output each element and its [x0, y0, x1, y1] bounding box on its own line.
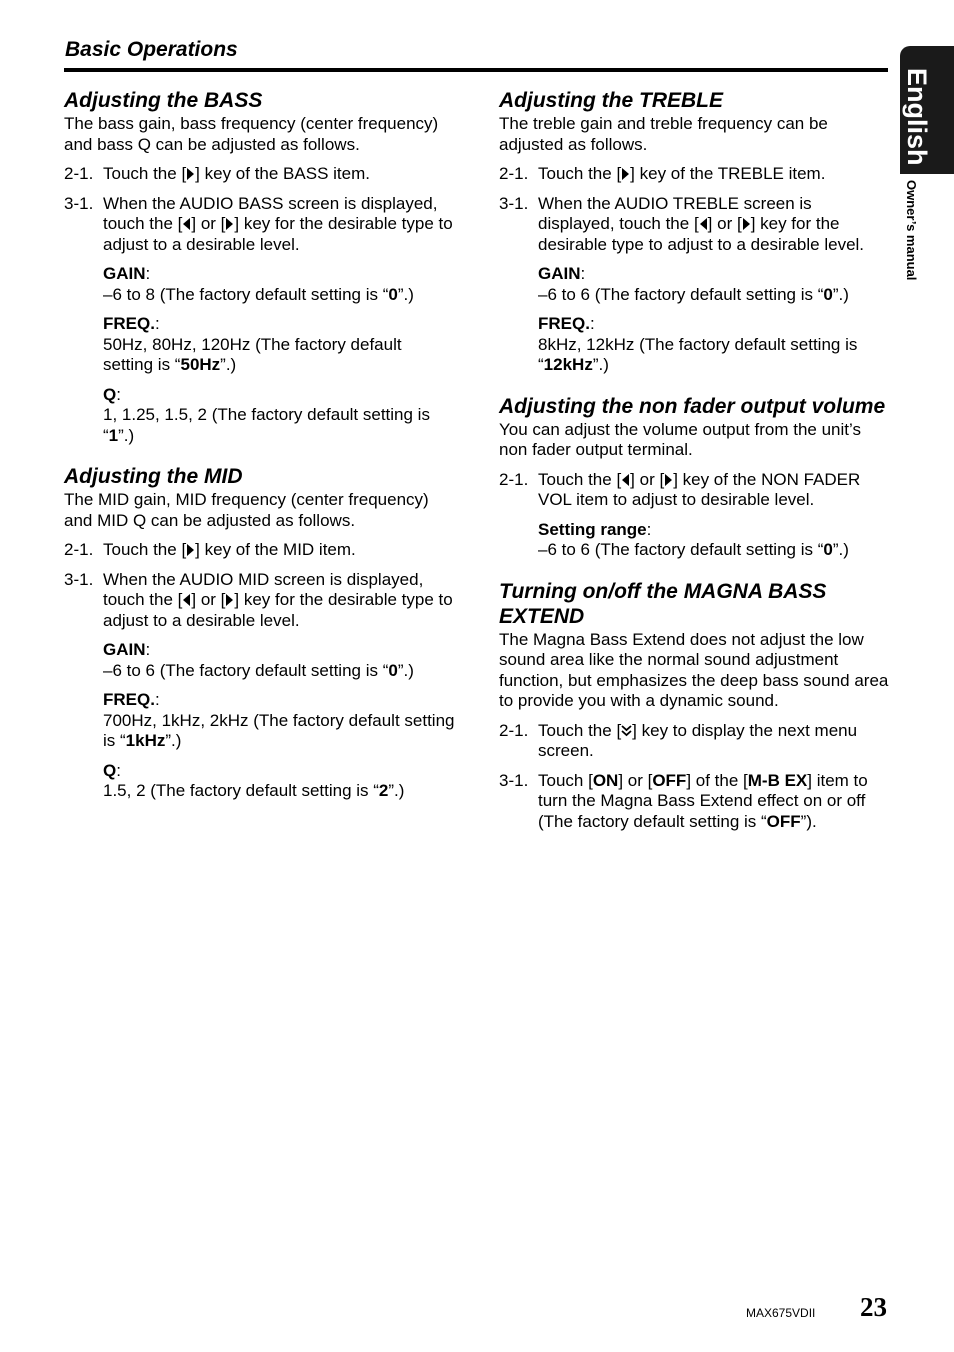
section-title: Turning on/off the MAGNA BASS EXTEND [499, 579, 827, 628]
section-intro: The bass gain, bass frequency (center frequency) and bass Q can be adjusted as follows. [64, 114, 439, 154]
setting-text-end: ”.) [832, 284, 849, 304]
setting-text-end: ”.) [165, 731, 182, 750]
step-text: ] key for the desirable type to adjust to a desirable level. [103, 214, 453, 254]
footer-model-number: MAX675VDII [746, 1306, 816, 1320]
setting-default: 1kHz [125, 731, 166, 750]
language-side-tab [900, 46, 954, 302]
setting-text: 700Hz, 1kHz, 2kHz (The factory default setting is “ [103, 710, 455, 750]
step-text: ] key to display the next menu screen. [538, 720, 858, 760]
setting-text-end: ”.) [397, 284, 414, 304]
section-title: Adjusting the TREBLE [499, 89, 723, 112]
left-arrow-key-icon [699, 217, 708, 231]
setting-label: FREQ. [538, 314, 590, 333]
setting-range: Setting range: –6 to 6 (The factory default setting is “0”.) [538, 519, 849, 559]
step-number: 2-1. [64, 164, 94, 183]
setting-label: FREQ. [103, 690, 155, 709]
section-non-fader-volume [499, 394, 891, 561]
step-text: When the AUDIO TREBLE screen is displayed, touch the [ [538, 193, 812, 233]
right-arrow-key-icon [186, 543, 195, 557]
step-text: ] key of the NON FADER VOL item to adjust to desirable level. [538, 469, 861, 509]
setting-default: 0 [823, 284, 833, 304]
step-item [499, 721, 891, 762]
off-key-label: OFF [652, 770, 687, 790]
step-text: ”). [800, 811, 817, 831]
step-item [64, 540, 456, 561]
step-number: 3-1. [64, 569, 94, 589]
setting-freq: FREQ.: 8kHz, 12kHz (The factory default setting is “12kHz”.) [538, 314, 858, 374]
section-title: Adjusting the MID [64, 465, 243, 488]
section-intro: The treble gain and treble frequency can be adjusted as follows. [499, 114, 828, 154]
setting-text: –6 to 6 (The factory default setting is “ [103, 660, 389, 680]
section-adjusting-mid [64, 464, 456, 802]
step-text: ] or [ [191, 590, 226, 609]
setting-gain: GAIN: –6 to 6 (The factory default setting is “0”.) [538, 264, 849, 304]
step-text: ] or [ [618, 770, 653, 790]
step-text: Touch the [ [538, 469, 622, 489]
mbex-item-label: M-B EX [747, 770, 808, 790]
setting-label: GAIN [538, 264, 581, 283]
step-text: When the AUDIO BASS screen is displayed, touch the [ [103, 193, 438, 233]
left-column [64, 88, 456, 820]
setting-label: Q [103, 760, 117, 780]
step-text: When the AUDIO MID screen is displayed, touch the [ [103, 569, 424, 609]
step-item [64, 194, 456, 256]
step-number: 3-1. [64, 193, 94, 213]
setting-default: 50Hz [180, 355, 221, 374]
setting-text: 1.5, 2 (The factory default setting is “ [103, 781, 379, 800]
setting-q: Q: 1, 1.25, 1.5, 2 (The factory default setting is “1”.) [103, 384, 430, 445]
setting-freq: FREQ.: 700Hz, 1kHz, 2kHz (The factory default setting is “1kHz”.) [103, 690, 455, 750]
page-header-title: Basic Operations [65, 38, 238, 61]
step-text: Touch the [ [103, 164, 187, 183]
step-text: ] key of the BASS item. [195, 164, 370, 183]
setting-text: 1, 1.25, 1.5, 2 (The factory default setting is “ [103, 405, 430, 445]
setting-label: FREQ. [103, 314, 155, 333]
setting-text-end: ”.) [397, 660, 414, 680]
step-text: ] or [ [707, 214, 742, 233]
right-arrow-key-icon [742, 217, 751, 231]
right-arrow-key-icon [664, 473, 673, 487]
side-tab-manual: Owner’s manual [904, 180, 919, 281]
step-item [499, 771, 891, 833]
step-text: ] or [ [630, 469, 665, 489]
step-item [499, 470, 891, 511]
step-text: Touch the [ [538, 720, 622, 740]
step-text: Touch [ [538, 770, 593, 790]
step-text: ] of the [ [686, 770, 748, 790]
step-number: 2-1. [499, 164, 529, 183]
section-title: Adjusting the non fader output volume [499, 394, 886, 418]
setting-q: Q: 1.5, 2 (The factory default setting is “2”.) [103, 760, 405, 800]
section-intro: The Magna Bass Extend does not adjust the low sound area like the normal sound adjustment function, but emphasizes the deep bass sound area to provide you with a dynamic sound. [499, 629, 889, 710]
setting-text-end: ”.) [388, 781, 405, 800]
step-text: ] item to turn the Magna Bass Extend effect on or off (The factory default setting is “ [538, 770, 868, 831]
step-text: ] key for the desirable type to adjust to a desirable level. [103, 590, 453, 630]
setting-text: –6 to 6 (The factory default setting is “ [538, 284, 824, 304]
setting-label: GAIN [103, 640, 146, 659]
setting-gain: GAIN: –6 to 8 (The factory default setting is “0”.) [103, 264, 414, 304]
setting-gain: GAIN: –6 to 6 (The factory default setting is “0”.) [103, 640, 414, 680]
page-number: 23 [860, 1292, 887, 1322]
setting-text: –6 to 6 (The factory default setting is “ [538, 540, 824, 559]
step-text: ] key for the desirable type to adjust to a desirable level. [538, 214, 865, 254]
setting-text: –6 to 8 (The factory default setting is “ [103, 284, 389, 304]
step-item [64, 164, 456, 185]
step-number: 2-1. [64, 540, 94, 559]
side-tab-language: English [902, 68, 932, 166]
step-number: 2-1. [499, 469, 529, 489]
right-arrow-key-icon [186, 167, 195, 181]
left-arrow-key-icon [621, 473, 630, 487]
setting-default: 2 [378, 781, 389, 800]
setting-label: Setting range [538, 519, 647, 539]
setting-text: 8kHz, 12kHz (The factory default setting is “ [538, 334, 858, 374]
step-item [64, 570, 456, 632]
section-adjusting-treble [499, 88, 891, 376]
header-rule [64, 68, 888, 72]
step-text: ] key of the TREBLE item. [630, 164, 826, 183]
double-chevron-down-key-icon [621, 724, 632, 738]
setting-text: 50Hz, 80Hz, 120Hz (The factory default setting is “ [103, 334, 402, 374]
setting-text-end: ”.) [220, 355, 237, 374]
right-column [499, 88, 891, 850]
step-text: Touch the [ [103, 540, 187, 559]
step-number: 3-1. [499, 193, 529, 213]
setting-label: Q [103, 384, 117, 404]
step-text: ] or [ [191, 214, 226, 233]
setting-text-end: ”.) [118, 425, 135, 445]
setting-text-end: ”.) [832, 540, 849, 559]
setting-default: OFF [766, 811, 801, 831]
setting-default: 0 [823, 540, 833, 559]
on-key-label: ON [592, 770, 619, 790]
step-item [499, 194, 891, 256]
section-magna-bass-extend [499, 579, 891, 833]
setting-freq: FREQ.: 50Hz, 80Hz, 120Hz (The factory default setting is “50Hz”.) [103, 314, 402, 374]
step-item [499, 164, 891, 185]
section-adjusting-bass [64, 88, 456, 446]
setting-default: 0 [388, 284, 398, 304]
setting-default: 12kHz [543, 355, 593, 374]
section-intro: The MID gain, MID frequency (center frequency) and MID Q can be adjusted as follows. [64, 490, 429, 530]
setting-label: GAIN [103, 264, 146, 283]
step-number: 3-1. [499, 770, 529, 790]
setting-default: 0 [388, 660, 398, 680]
section-intro: You can adjust the volume output from the unit’s non fader output terminal. [499, 419, 861, 459]
section-title: Adjusting the BASS [64, 89, 263, 112]
setting-text-end: ”.) [592, 355, 609, 374]
step-number: 2-1. [499, 720, 529, 740]
step-text: Touch the [ [538, 164, 622, 183]
step-text: ] key of the MID item. [195, 540, 356, 559]
setting-default: 1 [108, 425, 119, 445]
right-arrow-key-icon [621, 167, 630, 181]
